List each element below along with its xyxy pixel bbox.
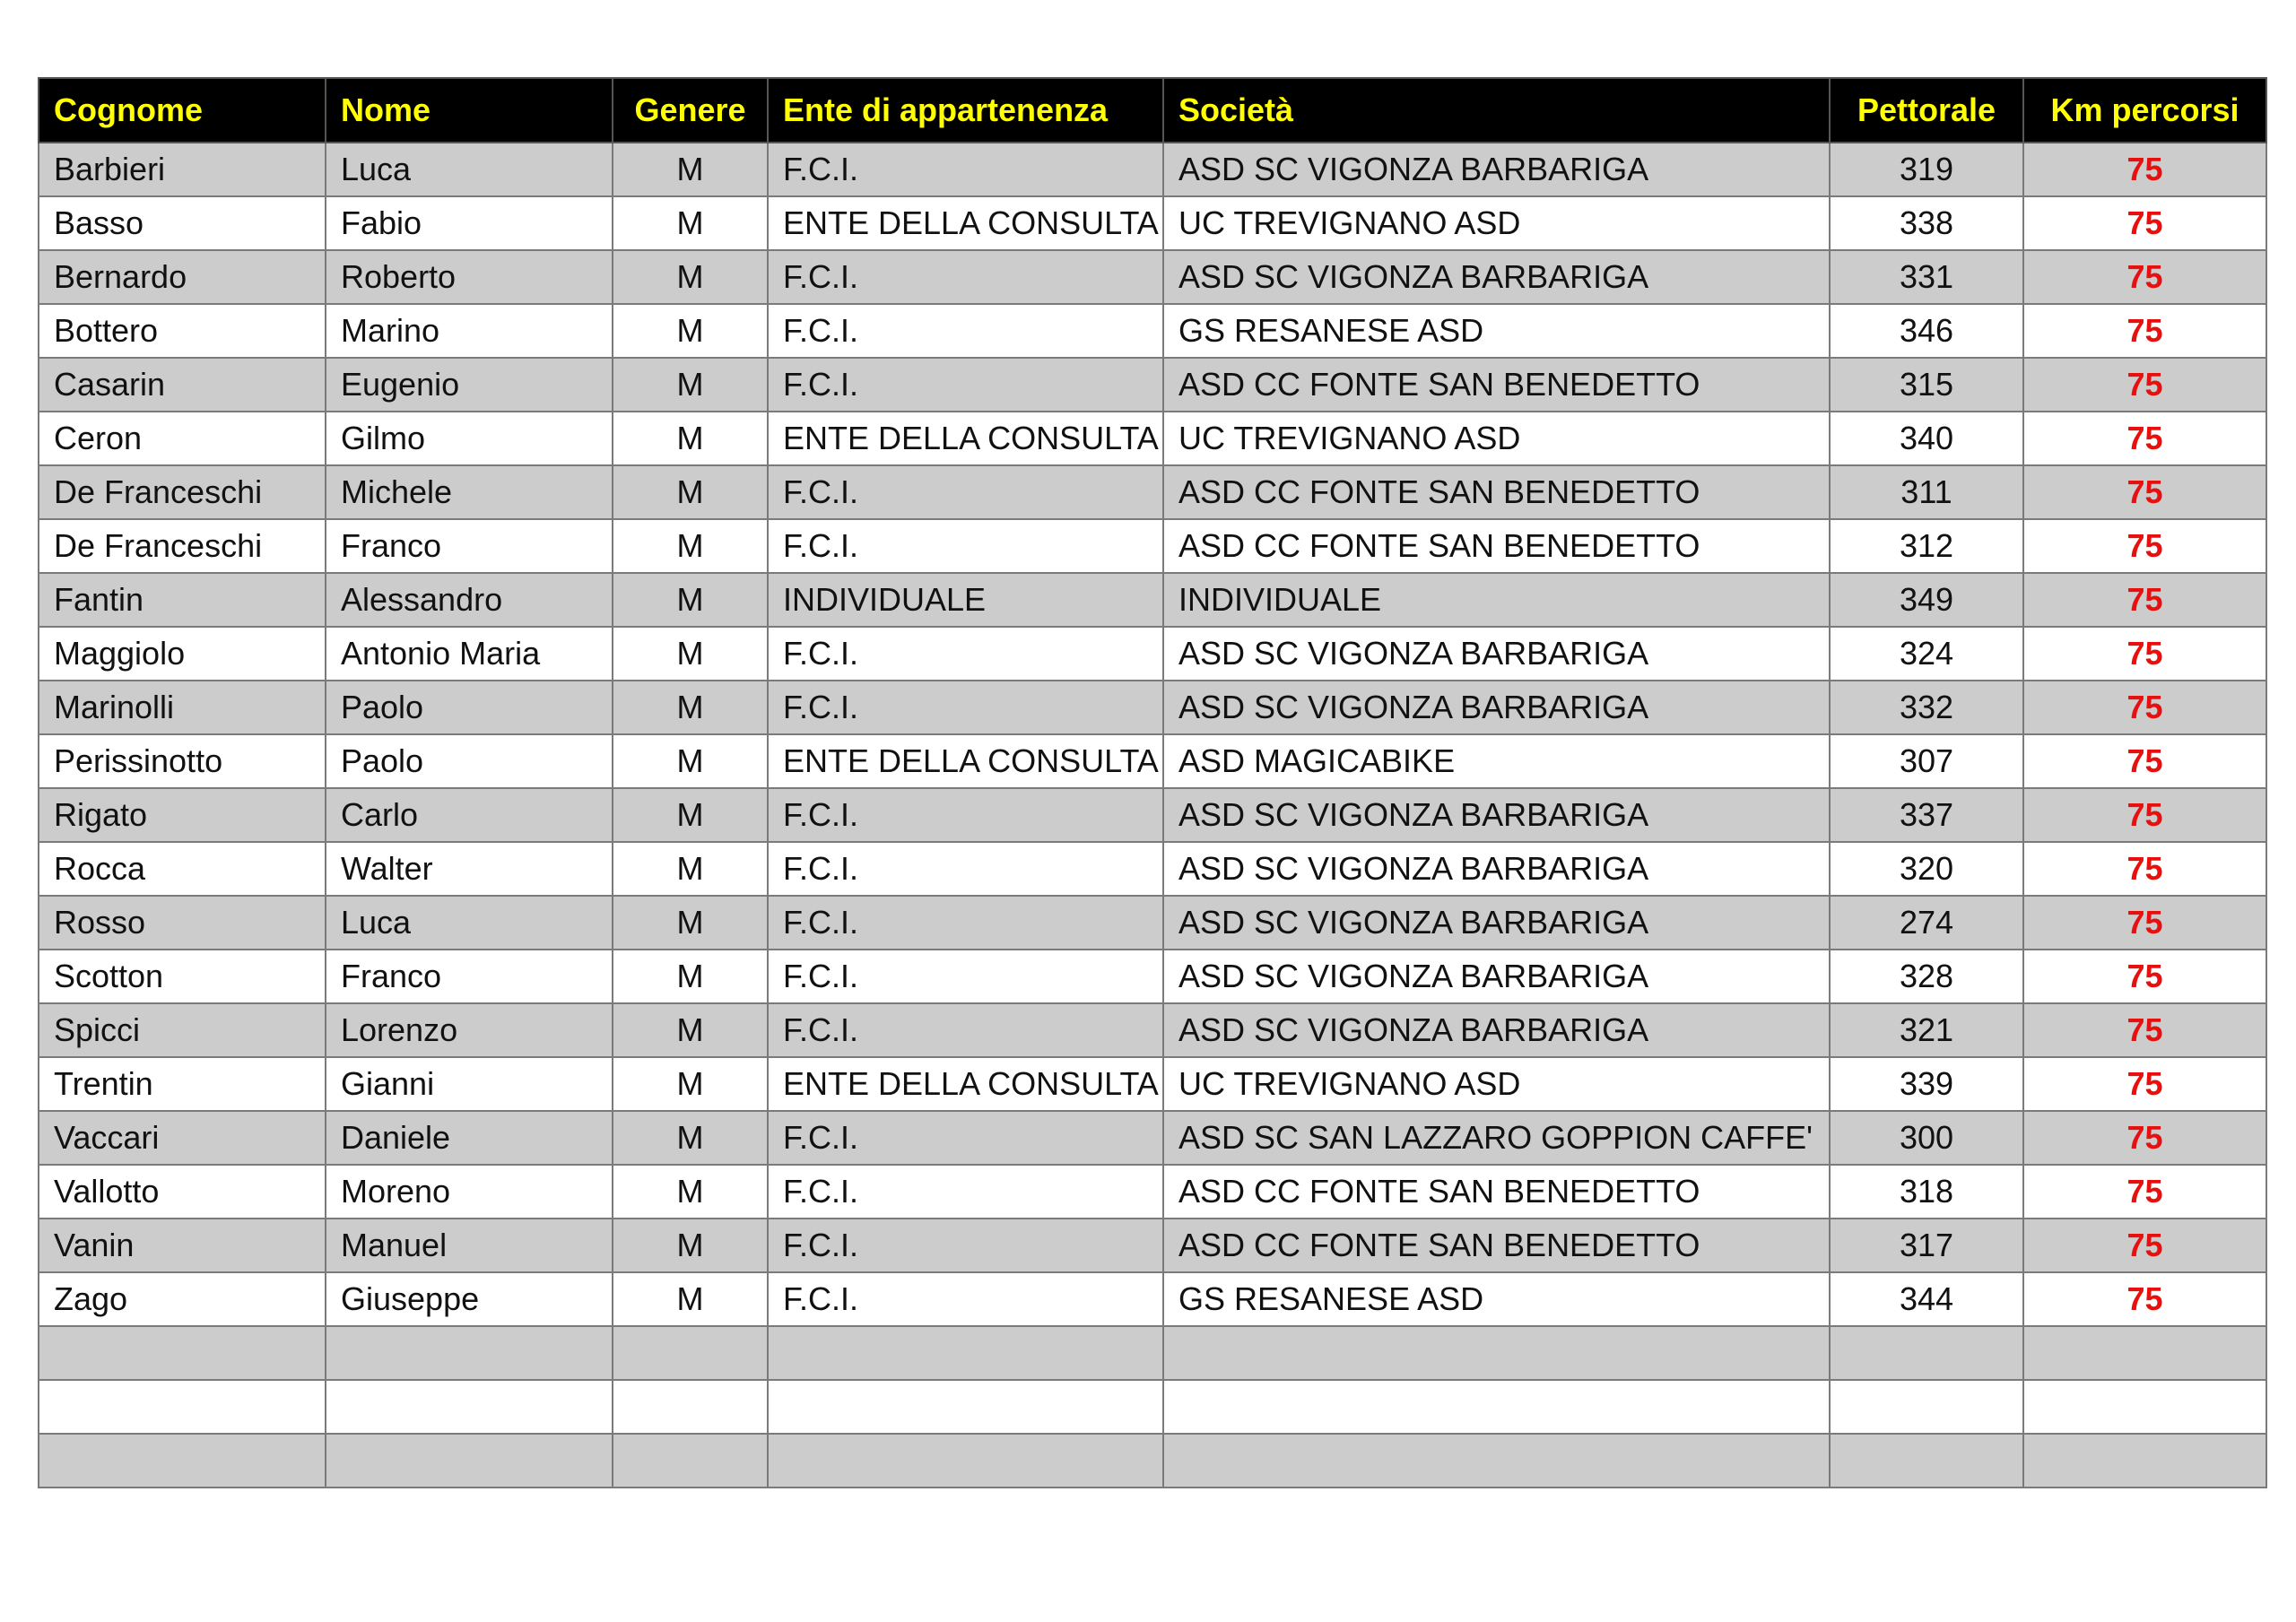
- cell-nome: Carlo: [326, 788, 613, 842]
- cell-km-percorsi: 75: [2023, 250, 2266, 304]
- cell-pettorale: 346: [1830, 304, 2023, 358]
- cell-nome: Antonio Maria: [326, 627, 613, 681]
- cell-nome: Franco: [326, 519, 613, 573]
- table-row: [39, 734, 2266, 788]
- cell-genere: M: [613, 143, 768, 196]
- cell-societa: ASD CC FONTE SAN BENEDETTO: [1163, 1165, 1830, 1219]
- cell-nome: Giuseppe: [326, 1272, 613, 1326]
- cell-km-percorsi: 75: [2023, 358, 2266, 412]
- cell-nome: Fabio: [326, 196, 613, 250]
- cell-ente: F.C.I.: [768, 896, 1163, 950]
- cell-societa: ASD CC FONTE SAN BENEDETTO: [1163, 465, 1830, 519]
- cell-pettorale: 274: [1830, 896, 2023, 950]
- cell-cognome: Rigato: [39, 788, 326, 842]
- cell-ente: F.C.I.: [768, 143, 1163, 196]
- cell-pettorale: 328: [1830, 950, 2023, 1003]
- cell-genere: M: [613, 573, 768, 627]
- header-km-percorsi: Km percorsi: [2023, 78, 2266, 143]
- cell-nome: Eugenio: [326, 358, 613, 412]
- cell-ente: ENTE DELLA CONSULTA: [768, 1057, 1163, 1111]
- table-row: [39, 196, 2266, 250]
- cell-genere: M: [613, 519, 768, 573]
- cell-genere: [613, 1380, 768, 1434]
- table-row: [39, 896, 2266, 950]
- cell-ente: [768, 1326, 1163, 1380]
- cell-societa: UC TREVIGNANO ASD: [1163, 412, 1830, 465]
- cell-genere: [613, 1434, 768, 1488]
- cell-genere: M: [613, 681, 768, 734]
- header-societa: Società: [1163, 78, 1830, 143]
- cell-societa: [1163, 1380, 1830, 1434]
- cell-ente: ENTE DELLA CONSULTA: [768, 196, 1163, 250]
- cell-societa: ASD SC VIGONZA BARBARIGA: [1163, 1003, 1830, 1057]
- cell-societa: ASD SC VIGONZA BARBARIGA: [1163, 842, 1830, 896]
- cell-cognome: Scotton: [39, 950, 326, 1003]
- cell-cognome: Vaccari: [39, 1111, 326, 1165]
- cell-pettorale: 338: [1830, 196, 2023, 250]
- cell-societa: ASD SC VIGONZA BARBARIGA: [1163, 627, 1830, 681]
- table-row: [39, 1272, 2266, 1326]
- cell-genere: M: [613, 412, 768, 465]
- cell-cognome: Trentin: [39, 1057, 326, 1111]
- cell-km-percorsi: 75: [2023, 734, 2266, 788]
- cell-cognome: Vallotto: [39, 1165, 326, 1219]
- participants-table: [38, 77, 2267, 1488]
- cell-cognome: [39, 1380, 326, 1434]
- table-row: [39, 1380, 2266, 1434]
- cell-nome: Marino: [326, 304, 613, 358]
- cell-ente: F.C.I.: [768, 1272, 1163, 1326]
- cell-pettorale: 324: [1830, 627, 2023, 681]
- cell-genere: M: [613, 1003, 768, 1057]
- cell-societa: INDIVIDUALE: [1163, 573, 1830, 627]
- cell-nome: Roberto: [326, 250, 613, 304]
- cell-ente: ENTE DELLA CONSULTA: [768, 412, 1163, 465]
- cell-genere: M: [613, 896, 768, 950]
- cell-pettorale: 340: [1830, 412, 2023, 465]
- cell-cognome: Zago: [39, 1272, 326, 1326]
- cell-nome: Moreno: [326, 1165, 613, 1219]
- cell-societa: ASD SC VIGONZA BARBARIGA: [1163, 681, 1830, 734]
- header-cognome: Cognome: [39, 78, 326, 143]
- cell-ente: F.C.I.: [768, 1165, 1163, 1219]
- participants-table-container: [38, 77, 2266, 1488]
- table-row: [39, 143, 2266, 196]
- cell-nome: Alessandro: [326, 573, 613, 627]
- cell-societa: ASD SC VIGONZA BARBARIGA: [1163, 143, 1830, 196]
- cell-ente: F.C.I.: [768, 465, 1163, 519]
- cell-pettorale: 300: [1830, 1111, 2023, 1165]
- table-row: [39, 1057, 2266, 1111]
- cell-societa: UC TREVIGNANO ASD: [1163, 1057, 1830, 1111]
- cell-genere: M: [613, 842, 768, 896]
- cell-ente: F.C.I.: [768, 519, 1163, 573]
- cell-genere: M: [613, 1165, 768, 1219]
- cell-km-percorsi: 75: [2023, 896, 2266, 950]
- cell-cognome: Ceron: [39, 412, 326, 465]
- cell-nome: Michele: [326, 465, 613, 519]
- cell-genere: M: [613, 950, 768, 1003]
- table-row: [39, 358, 2266, 412]
- cell-genere: M: [613, 196, 768, 250]
- cell-societa: ASD CC FONTE SAN BENEDETTO: [1163, 358, 1830, 412]
- table-row: [39, 412, 2266, 465]
- cell-nome: [326, 1434, 613, 1488]
- table-body: [39, 143, 2266, 1488]
- cell-ente: [768, 1434, 1163, 1488]
- cell-km-percorsi: 75: [2023, 304, 2266, 358]
- cell-km-percorsi: 75: [2023, 1165, 2266, 1219]
- cell-km-percorsi: 75: [2023, 196, 2266, 250]
- table-row: [39, 950, 2266, 1003]
- cell-km-percorsi: 75: [2023, 1219, 2266, 1272]
- cell-societa: ASD SC VIGONZA BARBARIGA: [1163, 896, 1830, 950]
- cell-ente: F.C.I.: [768, 1219, 1163, 1272]
- cell-genere: M: [613, 1272, 768, 1326]
- table-row: [39, 250, 2266, 304]
- cell-societa: ASD SC SAN LAZZARO GOPPION CAFFE': [1163, 1111, 1830, 1165]
- cell-cognome: Bottero: [39, 304, 326, 358]
- cell-km-percorsi: [2023, 1380, 2266, 1434]
- cell-cognome: Bernardo: [39, 250, 326, 304]
- table-row: [39, 465, 2266, 519]
- cell-km-percorsi: 75: [2023, 1003, 2266, 1057]
- cell-km-percorsi: 75: [2023, 627, 2266, 681]
- cell-km-percorsi: 75: [2023, 842, 2266, 896]
- cell-ente: F.C.I.: [768, 250, 1163, 304]
- cell-cognome: Perissinotto: [39, 734, 326, 788]
- table-row: [39, 681, 2266, 734]
- cell-nome: Luca: [326, 896, 613, 950]
- cell-pettorale: 337: [1830, 788, 2023, 842]
- cell-cognome: Rosso: [39, 896, 326, 950]
- cell-ente: F.C.I.: [768, 1111, 1163, 1165]
- cell-pettorale: 344: [1830, 1272, 2023, 1326]
- cell-societa: [1163, 1326, 1830, 1380]
- cell-pettorale: [1830, 1380, 2023, 1434]
- table-row: [39, 842, 2266, 896]
- cell-ente: ENTE DELLA CONSULTA: [768, 734, 1163, 788]
- cell-societa: ASD MAGICABIKE: [1163, 734, 1830, 788]
- cell-genere: M: [613, 627, 768, 681]
- cell-km-percorsi: [2023, 1326, 2266, 1380]
- cell-nome: Daniele: [326, 1111, 613, 1165]
- header-pettorale: Pettorale: [1830, 78, 2023, 143]
- cell-nome: [326, 1380, 613, 1434]
- cell-ente: F.C.I.: [768, 304, 1163, 358]
- table-row: [39, 1003, 2266, 1057]
- cell-nome: Luca: [326, 143, 613, 196]
- table-row: [39, 788, 2266, 842]
- cell-societa: ASD SC VIGONZA BARBARIGA: [1163, 250, 1830, 304]
- cell-pettorale: [1830, 1434, 2023, 1488]
- cell-nome: Paolo: [326, 681, 613, 734]
- cell-nome: Manuel: [326, 1219, 613, 1272]
- cell-pettorale: 339: [1830, 1057, 2023, 1111]
- table-row: [39, 1111, 2266, 1165]
- cell-pettorale: 320: [1830, 842, 2023, 896]
- cell-genere: M: [613, 788, 768, 842]
- cell-ente: [768, 1380, 1163, 1434]
- cell-km-percorsi: 75: [2023, 573, 2266, 627]
- cell-cognome: Maggiolo: [39, 627, 326, 681]
- cell-societa: ASD CC FONTE SAN BENEDETTO: [1163, 519, 1830, 573]
- cell-cognome: De Franceschi: [39, 465, 326, 519]
- table-header: [39, 78, 2266, 143]
- cell-nome: Paolo: [326, 734, 613, 788]
- table-row: [39, 627, 2266, 681]
- cell-km-percorsi: 75: [2023, 519, 2266, 573]
- table-row: [39, 1165, 2266, 1219]
- cell-genere: M: [613, 304, 768, 358]
- cell-nome: Lorenzo: [326, 1003, 613, 1057]
- cell-cognome: Fantin: [39, 573, 326, 627]
- cell-cognome: Spicci: [39, 1003, 326, 1057]
- cell-ente: F.C.I.: [768, 842, 1163, 896]
- cell-cognome: Marinolli: [39, 681, 326, 734]
- cell-societa: ASD SC VIGONZA BARBARIGA: [1163, 788, 1830, 842]
- cell-genere: M: [613, 250, 768, 304]
- cell-km-percorsi: [2023, 1434, 2266, 1488]
- cell-km-percorsi: 75: [2023, 681, 2266, 734]
- cell-ente: F.C.I.: [768, 950, 1163, 1003]
- cell-pettorale: 311: [1830, 465, 2023, 519]
- cell-km-percorsi: 75: [2023, 1057, 2266, 1111]
- cell-ente: F.C.I.: [768, 788, 1163, 842]
- cell-genere: M: [613, 1057, 768, 1111]
- cell-pettorale: 321: [1830, 1003, 2023, 1057]
- cell-nome: Gilmo: [326, 412, 613, 465]
- cell-genere: [613, 1326, 768, 1380]
- table-row: [39, 1326, 2266, 1380]
- cell-pettorale: 331: [1830, 250, 2023, 304]
- cell-ente: F.C.I.: [768, 1003, 1163, 1057]
- cell-pettorale: 332: [1830, 681, 2023, 734]
- cell-cognome: De Franceschi: [39, 519, 326, 573]
- cell-societa: ASD SC VIGONZA BARBARIGA: [1163, 950, 1830, 1003]
- cell-cognome: [39, 1326, 326, 1380]
- cell-cognome: Basso: [39, 196, 326, 250]
- cell-pettorale: 318: [1830, 1165, 2023, 1219]
- cell-societa: [1163, 1434, 1830, 1488]
- cell-societa: ASD CC FONTE SAN BENEDETTO: [1163, 1219, 1830, 1272]
- header-nome: Nome: [326, 78, 613, 143]
- cell-cognome: Barbieri: [39, 143, 326, 196]
- cell-societa: UC TREVIGNANO ASD: [1163, 196, 1830, 250]
- cell-ente: INDIVIDUALE: [768, 573, 1163, 627]
- cell-cognome: Casarin: [39, 358, 326, 412]
- cell-pettorale: 319: [1830, 143, 2023, 196]
- cell-km-percorsi: 75: [2023, 788, 2266, 842]
- cell-genere: M: [613, 358, 768, 412]
- cell-nome: Walter: [326, 842, 613, 896]
- cell-km-percorsi: 75: [2023, 412, 2266, 465]
- table-row: [39, 304, 2266, 358]
- cell-cognome: Rocca: [39, 842, 326, 896]
- cell-ente: F.C.I.: [768, 358, 1163, 412]
- cell-genere: M: [613, 1219, 768, 1272]
- cell-km-percorsi: 75: [2023, 950, 2266, 1003]
- cell-pettorale: 315: [1830, 358, 2023, 412]
- cell-ente: F.C.I.: [768, 627, 1163, 681]
- cell-nome: [326, 1326, 613, 1380]
- header-ente: Ente di appartenenza: [768, 78, 1163, 143]
- cell-genere: M: [613, 734, 768, 788]
- table-row: [39, 573, 2266, 627]
- table-row: [39, 1219, 2266, 1272]
- header-genere: Genere: [613, 78, 768, 143]
- cell-km-percorsi: 75: [2023, 143, 2266, 196]
- cell-cognome: [39, 1434, 326, 1488]
- cell-ente: F.C.I.: [768, 681, 1163, 734]
- cell-cognome: Vanin: [39, 1219, 326, 1272]
- table-row: [39, 519, 2266, 573]
- cell-km-percorsi: 75: [2023, 465, 2266, 519]
- cell-genere: M: [613, 1111, 768, 1165]
- cell-km-percorsi: 75: [2023, 1111, 2266, 1165]
- table-row: [39, 1434, 2266, 1488]
- cell-societa: GS RESANESE ASD: [1163, 304, 1830, 358]
- cell-nome: Franco: [326, 950, 613, 1003]
- cell-pettorale: 307: [1830, 734, 2023, 788]
- cell-km-percorsi: 75: [2023, 1272, 2266, 1326]
- cell-nome: Gianni: [326, 1057, 613, 1111]
- cell-pettorale: 349: [1830, 573, 2023, 627]
- cell-pettorale: 317: [1830, 1219, 2023, 1272]
- cell-genere: M: [613, 465, 768, 519]
- cell-pettorale: 312: [1830, 519, 2023, 573]
- header-row: [39, 78, 2266, 143]
- cell-societa: GS RESANESE ASD: [1163, 1272, 1830, 1326]
- cell-pettorale: [1830, 1326, 2023, 1380]
